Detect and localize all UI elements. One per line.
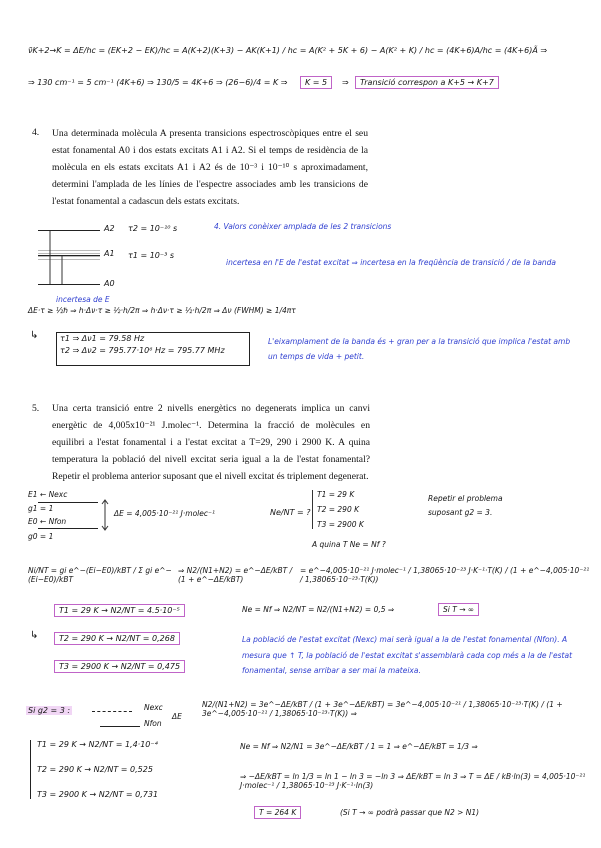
g3-level-upper [92, 711, 132, 712]
result5-t1: T1 = 29 K → N2/NT = 4.5·10⁻⁵ [54, 604, 185, 617]
level-a1-label: A1 [104, 249, 115, 258]
delta-e-value: ΔE = 4,005·10⁻²¹ J·molec⁻¹ [114, 509, 215, 518]
g3-nfon: Nfon [144, 719, 162, 728]
heisenberg-equation: ΔE·τ ≥ ½ℏ ⇒ h·Δν·τ ≥ ½·h/2π ⇒ h·Δν·τ ≥ ½·h/2π ⇒ Δν (FWHM) ≥ 1/4πτ [28, 306, 296, 315]
results-5-list [54, 600, 212, 674]
equal-population-eq: Ne = Nf ⇒ N2/NT = N2/(N1+N2) = 0,5 ⇒ [242, 605, 395, 614]
explanation-4: L'eixamplament de la banda és + gran per a la transició que implica l'estat amb un temps de vida + petit. [268, 337, 571, 361]
question-4-text: Una determinada molècula A presenta transicions espectroscòpiques entre el seu estat fonamental A0 i dos estats excitats A1 i A2. Si el temps de residència de la molècula en els estats excitats A1 i A2 és de 10⁻³ i 10⁻¹⁰ s aproximadament, determini l'amplada de les línies de l'espectre associades amb les transicions de l'estat fonamental a cadascun dels estats excitats. [52, 128, 368, 207]
result5-t3: T3 = 2900 K → N2/NT = 0,475 [54, 660, 185, 673]
note-valors: 4. Valors conèixer amplada de les 2 transicions [214, 222, 392, 231]
level-a1-tau: τ1 = 10⁻³ s [128, 251, 175, 260]
g1-label: g1 = 1 [28, 504, 54, 513]
question-5-text: Una certa transició entre 2 nivells energètics no degenerats implica un canvi energètic de 4,005x10⁻²¹ J.molec⁻¹. Determina la fracció de molècules en equilibri a l'estat fonamental i a l'estat excitat a T=29, 290 i 2900 K. A quina temperatura la població del nivell excitat seria igual a la de l'estat fonamental? Repetir el problema anterior suposant que el nivell excitat és triplement degenerat. [52, 403, 370, 482]
boltzmann-general: Ni/NT = gi e^−(Ei−E0)/kBT / Σ gi e^−(Ei−E0)/kBT [28, 566, 172, 584]
g3-nexc: Nexc [144, 703, 163, 712]
level-e0 [38, 528, 98, 529]
temp-t1: T1 = 29 K [317, 490, 355, 499]
k-arrow: ⇒ [342, 78, 349, 87]
incertesa-label: incertesa de E [56, 295, 110, 304]
delta-e-arrow [100, 498, 110, 532]
g3-results [30, 740, 237, 799]
level-e0-label: E0 ← Nfon [28, 517, 67, 526]
level-e1 [38, 502, 98, 503]
result-arrow-5: ↳ [30, 630, 39, 641]
g3-result-t1: T1 = 29 K → N2/NT = 1,4·10⁻⁴ [37, 740, 158, 749]
g3-formula: N2/(N1+N2) = 3e^−ΔE/kBT / (1 + 3e^−ΔE/kBT) = 3e^−4,005·10⁻²¹ / 1,38065·10⁻²³·T(K) / (1 + 3e^−4,005·10⁻²¹ / 1,38065·10⁻²³·T(K)) ⇒ [202, 700, 563, 718]
ratio-question: Ne/NT = ? [270, 508, 311, 517]
question-4-number: 4. [32, 127, 40, 138]
temperature-list [312, 490, 364, 529]
g3-heading: Si g2 = 3 : [28, 706, 71, 715]
g3-temperature-box: T = 264 K [254, 806, 301, 819]
repeat-note: Repetir el problema suposant g2 = 3. [428, 494, 503, 517]
transition-arrows [40, 228, 100, 288]
equation-wavenumber: ν̃K+2→K = ΔE/hc = (EK+2 − EK)/hc = A(K+2)(K+3) − AK(K+1) / hc = A(K² + 5K + 6) − A(K² + K) / hc = (4K+6)A/hc = (4K+6)Ã ⇒ [28, 46, 548, 55]
temp-t3: T3 = 2900 K [317, 520, 364, 529]
question-5-number: 5. [32, 403, 40, 414]
g3-result-t2: T2 = 290 K → N2/NT = 0,525 [37, 765, 153, 774]
g3-delta-e: ΔE [172, 712, 182, 721]
boltzmann-numeric: = e^−4,005·10⁻²¹ J·molec⁻¹ / 1,38065·10⁻²³ J·K⁻¹·T(K) / (1 + e^−4,005·10⁻²¹ / 1,38065·10⁻²³·T(K)) [300, 566, 590, 584]
g3-result-t3: T3 = 2900 K → N2/NT = 0,731 [37, 790, 159, 799]
level-e1-label: E1 ← Nexc [28, 490, 68, 499]
level-a0-label: A0 [104, 279, 115, 288]
result-arrow-4: ↳ [30, 330, 39, 341]
temp-t2: T2 = 290 K [317, 505, 360, 514]
infinite-temp-box: Si T → ∞ [438, 603, 479, 616]
g3-step1: Ne = Nf ⇒ N2/N1 = 3e^−ΔE/kBT / 1 = 1 ⇒ e^−ΔE/kBT = 1/3 ⇒ [240, 742, 478, 751]
level-a2-label: A2 [104, 224, 115, 233]
equation-solve-k: ⇒ 130 cm⁻¹ = 5 cm⁻¹ (4K+6) ⇒ 130/5 = 4K+6 ⇒ (26−6)/4 = K ⇒ [28, 78, 288, 87]
explanation-5: La població de l'estat excitat (Nexc) mai serà igual a la de l'estat fonamental (Nfon). A mesura que ↑ T, la població de l'estat excitat s'assemblarà cada cop més a la de l'estat fonamental, sense arribar a ser mai la mateixa. [242, 635, 573, 675]
k-result-box: K = 5 [300, 76, 332, 89]
boltzmann-two-level: ⇒ N2/(N1+N2) = e^−ΔE/kBT / (1 + e^−ΔE/kBT) [178, 566, 293, 584]
g3-note: (Si T → ∞ podrà passar que N2 > N1) [340, 808, 480, 817]
transition-result-box: Transició correspon a K+5 → K+7 [355, 76, 499, 89]
result-tau2: τ2 ⇒ Δν2 = 795.77·10⁶ Hz = 795.77 MHz [60, 346, 225, 355]
results-4-box [56, 332, 250, 366]
g3-level-lower [100, 726, 140, 727]
result-tau1: τ1 ⇒ Δν1 = 79.58 Hz [60, 334, 145, 343]
g0-label: g0 = 1 [28, 532, 54, 541]
result5-t2: T2 = 290 K → N2/NT = 0,268 [54, 632, 180, 645]
equal-temp-question: A quina T Ne = Nf ? [312, 540, 386, 549]
g3-step2: ⇒ −ΔE/kBT = ln 1/3 = ln 1 − ln 3 = −ln 3 ⇒ ΔE/kBT = ln 3 ⇒ T = ΔE / kB·ln(3) = 4,005·10⁻²¹ J·molec⁻¹ / 1,38065·10⁻²³ J·K⁻¹·ln(3) [240, 772, 586, 790]
note-incertesa: incertesa en l'E de l'estat excitat ⇒ incertesa en la freqüència de transició / de la banda [226, 258, 557, 267]
level-a2-tau: τ2 = 10⁻¹⁰ s [128, 224, 178, 233]
